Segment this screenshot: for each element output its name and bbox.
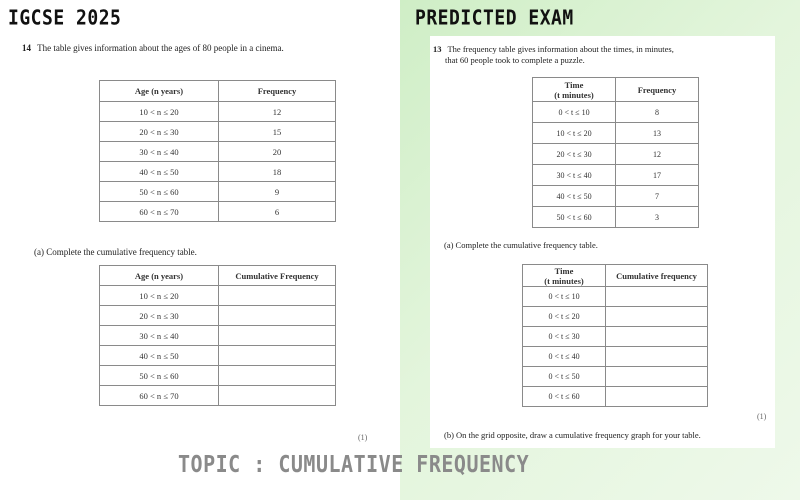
right-part-a: (a) Complete the cumulative frequency table.: [444, 240, 598, 250]
left-cumulative-table: [99, 265, 336, 406]
right-mark: (1): [757, 412, 767, 421]
right-part-b: (b) On the grid opposite, draw a cumulative frequency graph for your table.: [444, 430, 701, 440]
left-t1-frequency-cell: 6: [219, 202, 336, 222]
right-t2-header-time-unit: (t minutes): [544, 275, 584, 286]
right-t1-time-cell: 10 < t ≤ 20: [533, 123, 616, 144]
right-t1-frequency-cell: 12: [616, 144, 699, 165]
left-part-a: (a) Complete the cumulative frequency table.: [34, 247, 197, 257]
right-t1-time-cell: 20 < t ≤ 30: [533, 144, 616, 165]
left-question-text: The table gives information about the ages of 80 people in a cinema.: [37, 43, 284, 53]
right-t1-header-time-unit: (t minutes): [554, 89, 594, 100]
right-t1-time-cell: 30 < t ≤ 40: [533, 165, 616, 186]
right-t1-frequency-cell: 8: [616, 102, 699, 123]
left-t2-answer-cell[interactable]: [219, 346, 336, 366]
left-t1-frequency-cell: 9: [219, 182, 336, 202]
right-question-line1: The frequency table gives information about the times, in minutes,: [447, 44, 674, 54]
right-t2-answer-cell[interactable]: [606, 387, 708, 407]
right-t1-frequency-cell: 3: [616, 207, 699, 228]
right-t1-frequency-cell: 13: [616, 123, 699, 144]
right-t1-frequency-cell: 17: [616, 165, 699, 186]
right-t1-time-cell: 50 < t ≤ 60: [533, 207, 616, 228]
left-t1-age-cell: 40 < n ≤ 50: [100, 162, 219, 182]
left-t2-age-cell: 60 < n ≤ 70: [100, 386, 219, 406]
left-frequency-table: [99, 80, 336, 222]
right-frequency-table: [532, 77, 699, 228]
left-t2-header-cumulative: Cumulative Frequency: [219, 266, 336, 286]
left-t2-answer-cell[interactable]: [219, 386, 336, 406]
left-t2-age-cell: 50 < n ≤ 60: [100, 366, 219, 386]
left-t2-age-cell: 30 < n ≤ 40: [100, 326, 219, 346]
right-t1-header-time-label: Time: [564, 79, 584, 90]
right-t2-header-cumulative: Cumulative frequency: [606, 265, 708, 287]
left-mark: (1): [358, 433, 368, 442]
right-t1-header-frequency: Frequency: [616, 78, 699, 102]
right-t1-frequency-cell: 7: [616, 186, 699, 207]
left-question: [22, 43, 284, 54]
left-t2-answer-cell[interactable]: [219, 306, 336, 326]
left-question-number: 14: [22, 43, 31, 53]
right-t2-time-cell: 0 < t ≤ 10: [523, 287, 606, 307]
right-t2-time-cell: 0 < t ≤ 60: [523, 387, 606, 407]
left-t2-header-age: Age (n years): [100, 266, 219, 286]
right-t2-header-time-label: Time: [554, 265, 574, 276]
right-question-number: 13: [433, 44, 442, 54]
left-t2-age-cell: 20 < n ≤ 30: [100, 306, 219, 326]
left-t2-age-cell: 10 < n ≤ 20: [100, 286, 219, 306]
left-t1-header-age: Age (n years): [100, 81, 219, 102]
left-t1-frequency-cell: 18: [219, 162, 336, 182]
left-t1-age-cell: 50 < n ≤ 60: [100, 182, 219, 202]
topic-banner: TOPIC : CUMULATIVE FREQUENCY: [178, 450, 530, 478]
right-cumulative-table: [522, 264, 708, 407]
right-t1-header-time: [533, 78, 616, 102]
right-t2-time-cell: 0 < t ≤ 50: [523, 367, 606, 387]
right-t2-time-cell: 0 < t ≤ 20: [523, 307, 606, 327]
left-t2-age-cell: 40 < n ≤ 50: [100, 346, 219, 366]
right-t2-time-cell: 0 < t ≤ 40: [523, 347, 606, 367]
left-t1-frequency-cell: 12: [219, 102, 336, 122]
left-t1-age-cell: 30 < n ≤ 40: [100, 142, 219, 162]
right-t2-answer-cell[interactable]: [606, 367, 708, 387]
left-t2-answer-cell[interactable]: [219, 286, 336, 306]
right-t2-answer-cell[interactable]: [606, 307, 708, 327]
right-t1-time-cell: 0 < t ≤ 10: [533, 102, 616, 123]
left-t2-answer-cell[interactable]: [219, 326, 336, 346]
left-t1-frequency-cell: 20: [219, 142, 336, 162]
right-t2-answer-cell[interactable]: [606, 287, 708, 307]
left-t2-answer-cell[interactable]: [219, 366, 336, 386]
left-t1-header-frequency: Frequency: [219, 81, 336, 102]
left-t1-age-cell: 60 < n ≤ 70: [100, 202, 219, 222]
brand-predicted-exam: PREDICTED EXAM: [415, 6, 574, 31]
right-t2-header-time: [523, 265, 606, 287]
right-question-line2: that 60 people took to complete a puzzle.: [445, 55, 585, 65]
left-t1-age-cell: 20 < n ≤ 30: [100, 122, 219, 142]
right-t2-time-cell: 0 < t ≤ 30: [523, 327, 606, 347]
right-t2-answer-cell[interactable]: [606, 347, 708, 367]
brand-igcse: IGCSE 2025: [8, 6, 122, 31]
right-t2-answer-cell[interactable]: [606, 327, 708, 347]
right-question: [433, 44, 674, 66]
left-t1-age-cell: 10 < n ≤ 20: [100, 102, 219, 122]
left-t1-frequency-cell: 15: [219, 122, 336, 142]
right-t1-time-cell: 40 < t ≤ 50: [533, 186, 616, 207]
